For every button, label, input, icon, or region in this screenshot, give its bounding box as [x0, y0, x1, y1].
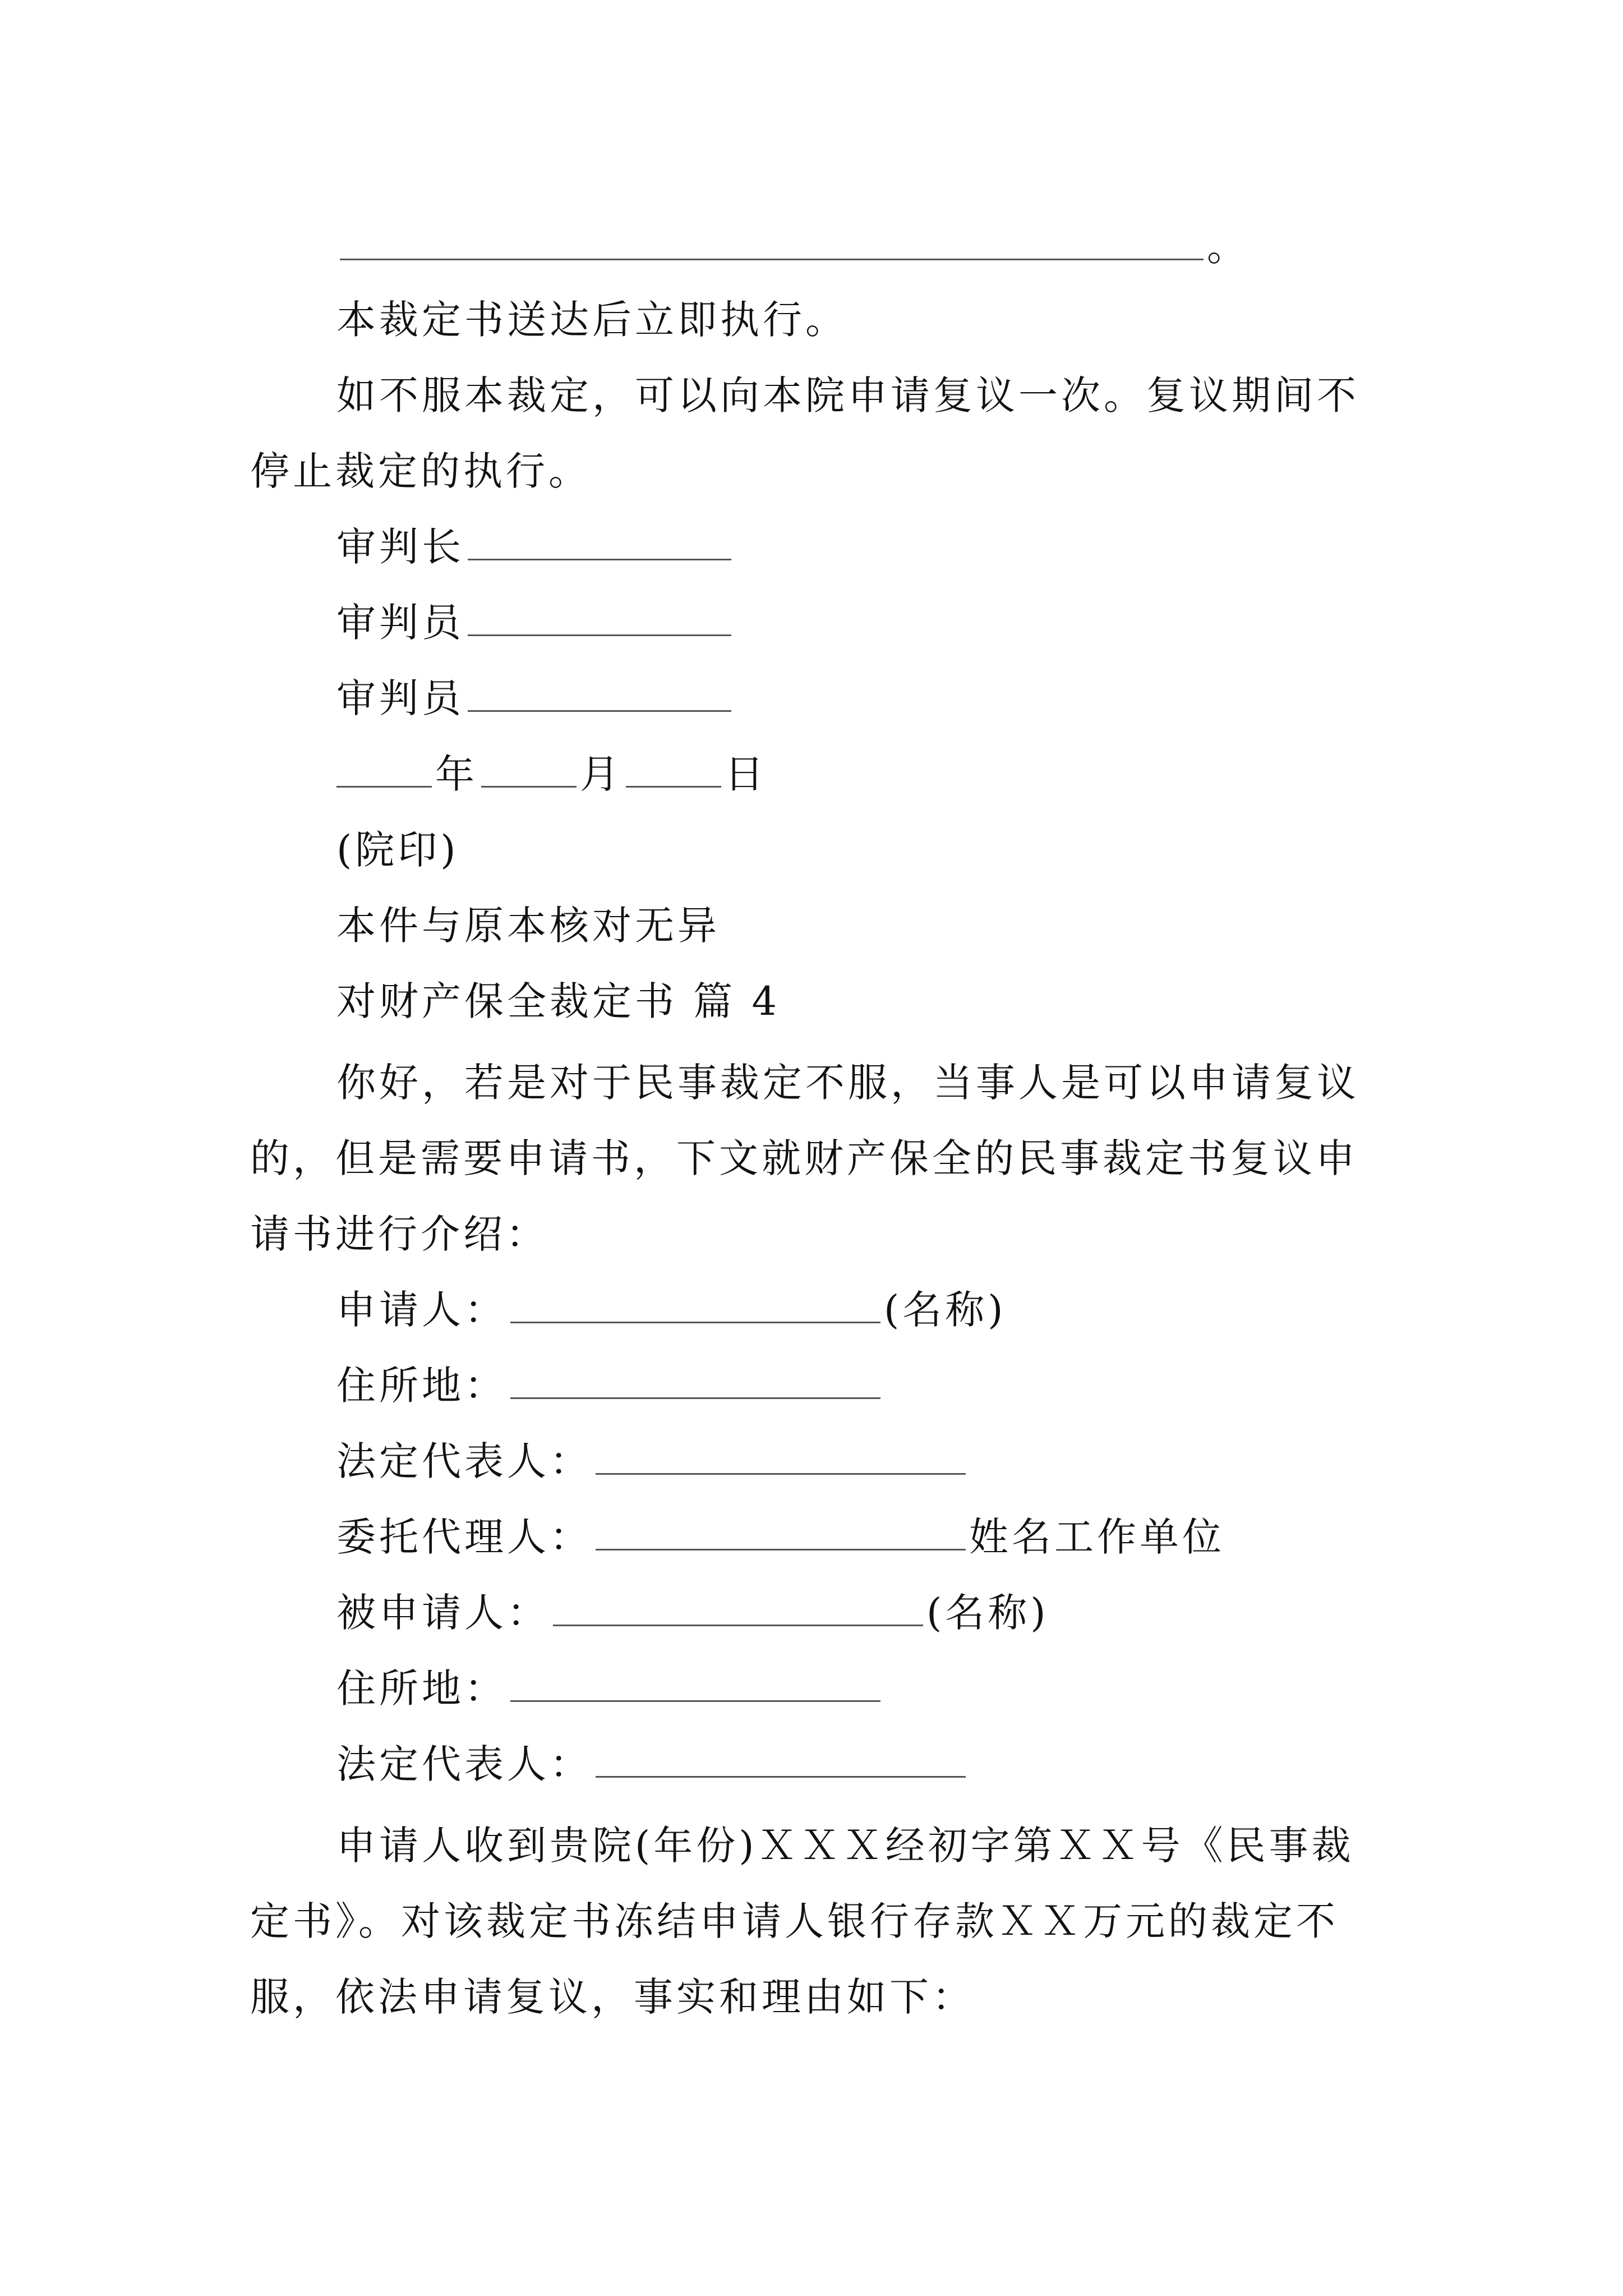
judge-2-blank [468, 671, 731, 712]
field-agent [336, 1509, 1481, 1565]
legal-rep-blank [596, 1434, 966, 1475]
intro-line2: 的，但是需要申请书，下文就财产保全的民事裁定书复议申 [250, 1135, 1358, 1181]
intro-line1: 你好，若是对于民事裁定不服，当事人是可以申请复议 [336, 1060, 1359, 1106]
section-title: 对财产保全裁定书 篇 4 [336, 978, 781, 1024]
reason-line1: 申请人收到贵院(年份)ＸＸＸ经初字第ＸＸ号《民事裁 [336, 1823, 1354, 1869]
verification-note: 本件与原本核对无异 [336, 903, 720, 949]
address-2-label: 住所地： [336, 1665, 507, 1711]
field-applicant [336, 1282, 1481, 1338]
blank-line [340, 219, 1204, 260]
field-legal-rep [336, 1433, 1481, 1489]
paragraph-review-line1: 如不服本裁定，可以向本院申请复议一次。复议期间不 [336, 372, 1359, 418]
year-blank [336, 747, 432, 788]
judge-1-label: 审判员 [336, 600, 464, 646]
year-label: 年 [435, 751, 478, 797]
judge-2-label: 审判员 [336, 675, 464, 721]
chief-judge-label: 审判长 [336, 524, 464, 570]
respondent-label: 被申请人： [336, 1590, 550, 1636]
court-seal: (院印) [336, 827, 459, 873]
address-2-blank [510, 1661, 880, 1702]
field-address-2 [336, 1660, 1481, 1717]
period: 。 [1207, 224, 1249, 270]
month-label: 月 [580, 751, 623, 797]
field-respondent [336, 1585, 1481, 1641]
respondent-blank [553, 1585, 923, 1626]
blank-line-row [336, 219, 1481, 275]
field-legal-rep-2 [336, 1736, 1481, 1792]
judge-1-blank [468, 595, 731, 636]
date-line [336, 746, 1481, 802]
reason-line3: 服，依法申请复议，事实和理由如下： [250, 1974, 975, 2020]
month-blank [481, 747, 577, 788]
day-blank [626, 747, 721, 788]
agent-suffix: 姓名工作单位 [969, 1514, 1225, 1560]
applicant-label: 申请人： [336, 1287, 507, 1333]
field-address [336, 1358, 1481, 1414]
chief-judge-blank [468, 519, 731, 560]
legal-rep-label: 法定代表人： [336, 1438, 592, 1484]
applicant-suffix: (名称) [884, 1287, 1007, 1333]
day-label: 日 [725, 751, 767, 797]
legal-rep-2-blank [596, 1737, 966, 1778]
intro-line3: 请书进行介绍： [250, 1211, 548, 1257]
address-blank [510, 1358, 880, 1399]
signature-chief-judge [336, 519, 1481, 575]
paragraph-review-line2: 停止裁定的执行。 [250, 448, 591, 494]
address-label: 住所地： [336, 1363, 507, 1409]
signature-judge-2 [336, 670, 1481, 726]
legal-rep-2-label: 法定代表人： [336, 1741, 592, 1787]
agent-blank [596, 1510, 966, 1550]
reason-line2: 定书》。对该裁定书冻结申请人银行存款ＸＸ万元的裁定不 [250, 1898, 1339, 1944]
respondent-suffix: (名称) [926, 1590, 1049, 1636]
signature-judge-1 [336, 595, 1481, 651]
agent-label: 委托代理人： [336, 1514, 592, 1560]
paragraph-execute: 本裁定书送达后立即执行。 [336, 297, 848, 343]
applicant-blank [510, 1282, 880, 1323]
